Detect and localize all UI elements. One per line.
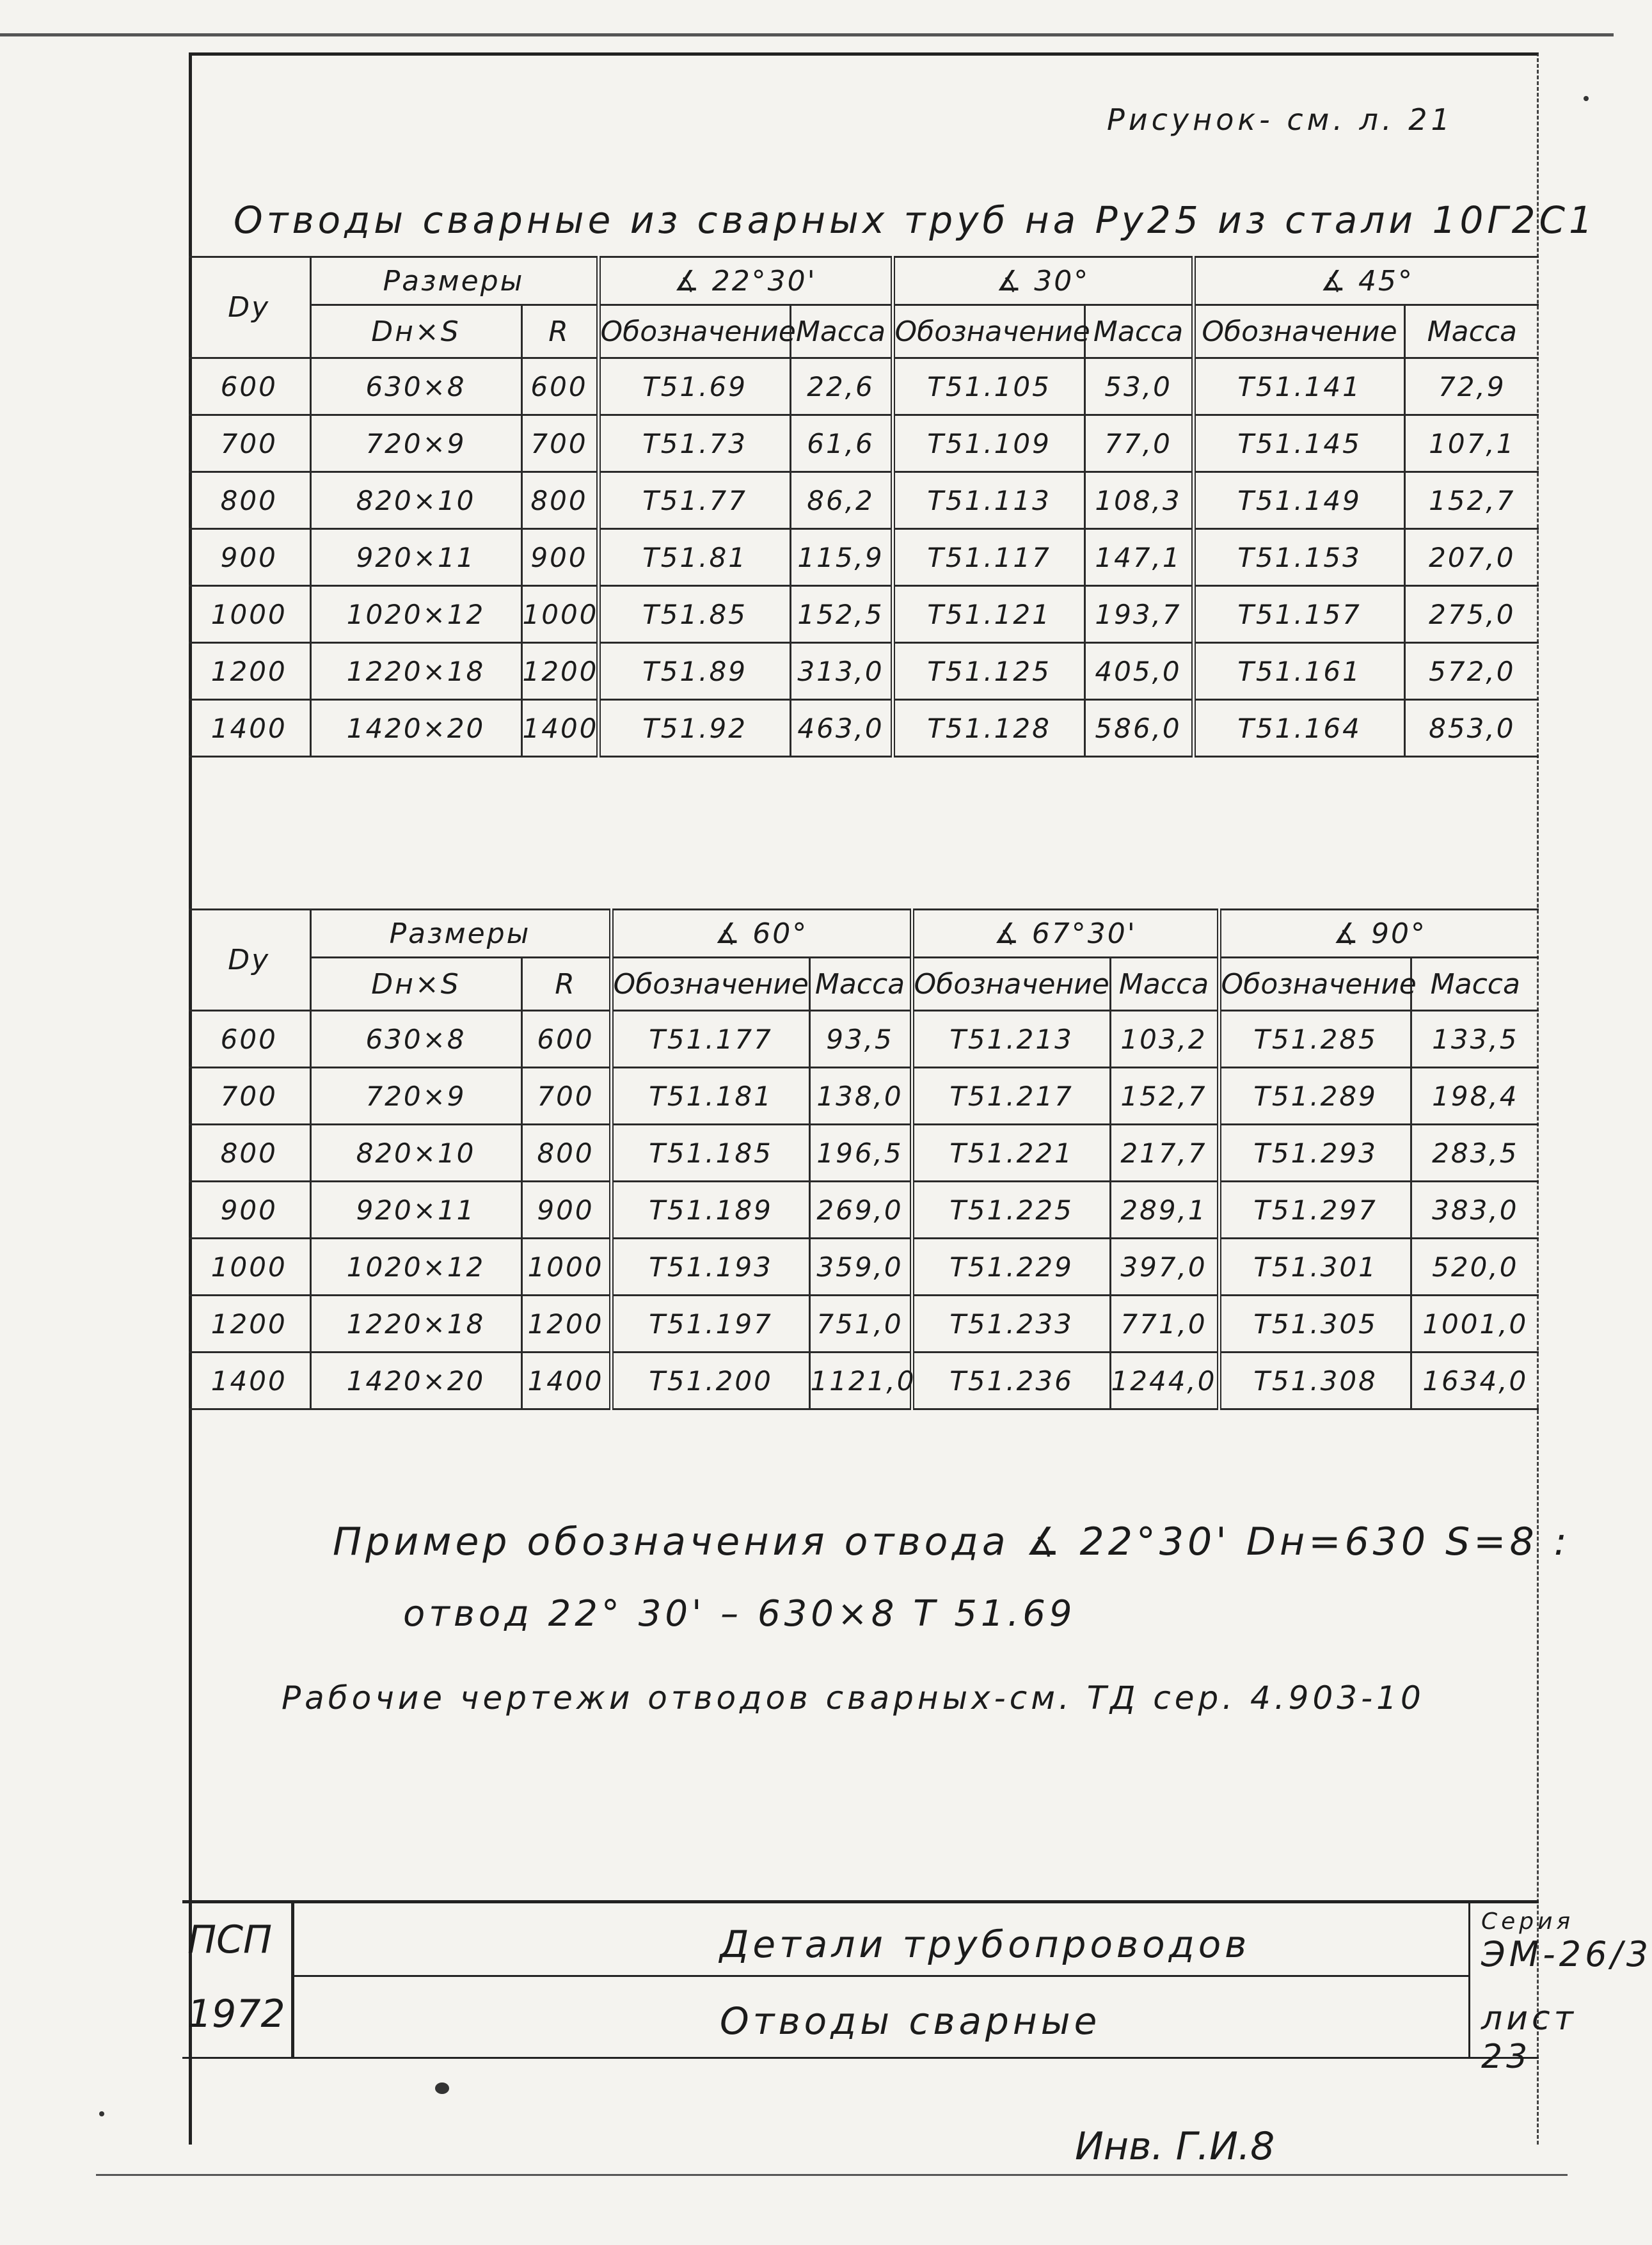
mass-cell: 1121,0 [809, 1353, 912, 1409]
mass-cell: 217,7 [1110, 1125, 1219, 1182]
mass-cell: 193,7 [1084, 586, 1193, 643]
r-cell: 600 [521, 358, 598, 415]
mass-cell: 138,0 [809, 1068, 912, 1125]
scan-speck [1584, 96, 1589, 101]
series-value: ЭМ-26/3 [1481, 1934, 1652, 1974]
designation-cell: T51.109 [893, 415, 1084, 472]
dims-cell: 820×10 [310, 1125, 521, 1182]
mass-cell: 207,0 [1404, 529, 1539, 586]
designation-cell: T51.289 [1219, 1068, 1411, 1125]
designation-cell: T51.81 [598, 529, 790, 586]
mass-cell: 108,3 [1084, 472, 1193, 529]
r-cell: 900 [521, 529, 598, 586]
r-header: R [521, 958, 611, 1011]
designation-cell: T51.128 [893, 700, 1084, 757]
designation-cell: T51.236 [912, 1353, 1110, 1409]
mass-cell: 196,5 [809, 1125, 912, 1182]
dy-cell: 1200 [189, 1296, 310, 1353]
mass-cell: 72,9 [1404, 358, 1539, 415]
sheet-number: лист 23 [1481, 1999, 1577, 2076]
r-cell: 1400 [521, 700, 598, 757]
mass-header: Масса [790, 305, 893, 358]
designation-cell: T51.297 [1219, 1182, 1411, 1239]
r-cell: 800 [521, 1125, 611, 1182]
r-cell: 1000 [521, 1239, 611, 1296]
designation-cell: T51.105 [893, 358, 1084, 415]
dy-cell: 900 [189, 529, 310, 586]
designation-cell: T51.301 [1219, 1239, 1411, 1296]
drawings-note: Рабочие чертежи отводов сварных-см. ТД сер. 4.903-10 [282, 1679, 1425, 1717]
designation-cell: T51.293 [1219, 1125, 1411, 1182]
mass-cell: 397,0 [1110, 1239, 1219, 1296]
designation-cell: T51.125 [893, 643, 1084, 700]
mass-cell: 463,0 [790, 700, 893, 757]
mass-cell: 93,5 [809, 1011, 912, 1068]
designation-cell: T51.197 [611, 1296, 809, 1353]
dy-cell: 700 [189, 1068, 310, 1125]
designation-header: Обозначение [598, 305, 790, 358]
bends-table-2 [189, 908, 1539, 1410]
designation-cell: T51.225 [912, 1182, 1110, 1239]
designation-cell: T51.157 [1193, 586, 1404, 643]
mass-cell: 133,5 [1411, 1011, 1539, 1068]
dims-cell: 820×10 [310, 472, 521, 529]
dy-header: Dy [189, 910, 310, 1011]
dy-cell: 1400 [189, 1353, 310, 1409]
designation-cell: T51.77 [598, 472, 790, 529]
designation-header: Обозначение [912, 958, 1110, 1011]
mass-cell: 520,0 [1411, 1239, 1539, 1296]
designation-cell: T51.141 [1193, 358, 1404, 415]
angle-group-header: ∡ 60° [611, 910, 912, 958]
designation-cell: T51.85 [598, 586, 790, 643]
designation-cell: T51.145 [1193, 415, 1404, 472]
mass-cell: 289,1 [1110, 1182, 1219, 1239]
designation-cell: T51.200 [611, 1353, 809, 1409]
mass-cell: 22,6 [790, 358, 893, 415]
mass-cell: 283,5 [1411, 1125, 1539, 1182]
organization-year: 1972 [187, 1992, 285, 2036]
table-row [189, 1068, 1539, 1125]
designation-cell: T51.189 [611, 1182, 809, 1239]
mass-cell: 61,6 [790, 415, 893, 472]
designation-header: Обозначение [893, 305, 1084, 358]
dy-cell: 1400 [189, 700, 310, 757]
designation-cell: T51.117 [893, 529, 1084, 586]
organization-name: ПСП [187, 1917, 273, 1962]
designation-cell: T51.305 [1219, 1296, 1411, 1353]
figure-reference: Рисунок- см. л. 21 [1107, 102, 1454, 137]
designation-header: Обозначение [1219, 958, 1411, 1011]
mass-header: Масса [1110, 958, 1219, 1011]
bottom-border-line [96, 2174, 1568, 2176]
designation-cell: T51.177 [611, 1011, 809, 1068]
scan-speck [435, 2082, 449, 2094]
dy-cell: 900 [189, 1182, 310, 1239]
block-title-sub: Отводы сварные [720, 1999, 1101, 2043]
dy-header: Dy [189, 257, 310, 358]
bends-table-1 [189, 256, 1539, 758]
designation-cell: T51.89 [598, 643, 790, 700]
mass-cell: 1001,0 [1411, 1296, 1539, 1353]
designation-cell: T51.161 [1193, 643, 1404, 700]
dims-cell: 1020×12 [310, 586, 521, 643]
dy-cell: 800 [189, 472, 310, 529]
table-row [189, 1011, 1539, 1068]
designation-cell: T51.308 [1219, 1353, 1411, 1409]
mass-cell: 572,0 [1404, 643, 1539, 700]
dims-header: Dн×S [310, 958, 521, 1011]
mass-cell: 152,7 [1404, 472, 1539, 529]
dims-cell: 720×9 [310, 415, 521, 472]
designation-cell: T51.164 [1193, 700, 1404, 757]
signature: Инв. Г.И.8 [1075, 2124, 1275, 2169]
designation-cell: T51.149 [1193, 472, 1404, 529]
designation-cell: T51.73 [598, 415, 790, 472]
mass-cell: 359,0 [809, 1239, 912, 1296]
designation-header: Обозначение [611, 958, 809, 1011]
dy-cell: 800 [189, 1125, 310, 1182]
angle-group-header: ∡ 67°30' [912, 910, 1219, 958]
mass-cell: 275,0 [1404, 586, 1539, 643]
angle-group-header: ∡ 45° [1193, 257, 1539, 305]
mass-cell: 383,0 [1411, 1182, 1539, 1239]
dims-cell: 1220×18 [310, 643, 521, 700]
mass-cell: 53,0 [1084, 358, 1193, 415]
mass-cell: 86,2 [790, 472, 893, 529]
designation-example: Пример обозначения отвода ∡ 22°30' Dн=630 S=8 : [333, 1519, 1571, 1564]
mass-cell: 107,1 [1404, 415, 1539, 472]
mass-cell: 147,1 [1084, 529, 1193, 586]
r-cell: 900 [521, 1182, 611, 1239]
table-row [189, 1239, 1539, 1296]
designation-cell: T51.285 [1219, 1011, 1411, 1068]
mass-cell: 103,2 [1110, 1011, 1219, 1068]
title-block [182, 1900, 1652, 2076]
designation-cell: T51.213 [912, 1011, 1110, 1068]
mass-cell: 198,4 [1411, 1068, 1539, 1125]
designation-cell: T51.181 [611, 1068, 809, 1125]
r-cell: 700 [521, 415, 598, 472]
designation-header: Обозначение [1193, 305, 1404, 358]
table-row [189, 700, 1539, 757]
designation-cell: T51.221 [912, 1125, 1110, 1182]
designation-cell: T51.92 [598, 700, 790, 757]
mass-cell: 77,0 [1084, 415, 1193, 472]
designation-cell: T51.233 [912, 1296, 1110, 1353]
dims-header: Dн×S [310, 305, 521, 358]
designation-cell: T51.113 [893, 472, 1084, 529]
angle-group-header: ∡ 22°30' [598, 257, 893, 305]
series-label: Серия [1481, 1908, 1575, 1935]
r-cell: 1200 [521, 643, 598, 700]
designation-cell: T51.121 [893, 586, 1084, 643]
designation-cell: T51.185 [611, 1125, 809, 1182]
r-cell: 600 [521, 1011, 611, 1068]
designation-cell: T51.193 [611, 1239, 809, 1296]
dims-cell: 1420×20 [310, 1353, 521, 1409]
r-header: R [521, 305, 598, 358]
mass-header: Масса [1411, 958, 1539, 1011]
table-row [189, 1125, 1539, 1182]
table-row [189, 643, 1539, 700]
designation-cell: T51.229 [912, 1239, 1110, 1296]
scan-speck [99, 2111, 104, 2116]
mass-cell: 1634,0 [1411, 1353, 1539, 1409]
mass-cell: 1244,0 [1110, 1353, 1219, 1409]
mass-cell: 853,0 [1404, 700, 1539, 757]
series-column-divider [1468, 1903, 1470, 2057]
dims-cell: 630×8 [310, 358, 521, 415]
designation-example-code: отвод 22° 30' – 630×8 Т 51.69 [403, 1593, 1076, 1635]
mass-header: Масса [1404, 305, 1539, 358]
designation-cell: T51.153 [1193, 529, 1404, 586]
table-row [189, 1182, 1539, 1239]
dims-cell: 1420×20 [310, 700, 521, 757]
dy-cell: 600 [189, 358, 310, 415]
table-row [189, 1353, 1539, 1409]
dims-cell: 1220×18 [310, 1296, 521, 1353]
mass-cell: 152,7 [1110, 1068, 1219, 1125]
r-cell: 700 [521, 1068, 611, 1125]
r-cell: 1200 [521, 1296, 611, 1353]
mass-cell: 771,0 [1110, 1296, 1219, 1353]
designation-cell: T51.69 [598, 358, 790, 415]
dims-cell: 920×11 [310, 1182, 521, 1239]
table-row [189, 529, 1539, 586]
mass-cell: 115,9 [790, 529, 893, 586]
mass-cell: 405,0 [1084, 643, 1193, 700]
table-row [189, 415, 1539, 472]
r-cell: 1000 [521, 586, 598, 643]
mass-cell: 586,0 [1084, 700, 1193, 757]
dy-cell: 1000 [189, 586, 310, 643]
table-row [189, 358, 1539, 415]
sizes-header: Размеры [310, 257, 598, 305]
dy-cell: 700 [189, 415, 310, 472]
dims-cell: 720×9 [310, 1068, 521, 1125]
dims-cell: 1020×12 [310, 1239, 521, 1296]
mass-header: Масса [1084, 305, 1193, 358]
top-border-line [0, 33, 1614, 36]
mass-cell: 313,0 [790, 643, 893, 700]
angle-group-header: ∡ 30° [893, 257, 1193, 305]
table-row [189, 472, 1539, 529]
organization-cell [182, 1903, 294, 2057]
table-row [189, 1296, 1539, 1353]
dims-cell: 920×11 [310, 529, 521, 586]
mass-cell: 152,5 [790, 586, 893, 643]
dy-cell: 1000 [189, 1239, 310, 1296]
mass-header: Масса [809, 958, 912, 1011]
table-row [189, 586, 1539, 643]
block-title-main: Детали трубопроводов [720, 1923, 1251, 1966]
document-title: Отводы сварные из сварных труб на Py25 из стали 10Г2С1 [234, 198, 1596, 242]
r-cell: 1400 [521, 1353, 611, 1409]
dy-cell: 600 [189, 1011, 310, 1068]
r-cell: 800 [521, 472, 598, 529]
sizes-header: Размеры [310, 910, 611, 958]
dims-cell: 630×8 [310, 1011, 521, 1068]
dy-cell: 1200 [189, 643, 310, 700]
angle-group-header: ∡ 90° [1219, 910, 1539, 958]
mass-cell: 269,0 [809, 1182, 912, 1239]
designation-cell: T51.217 [912, 1068, 1110, 1125]
mass-cell: 751,0 [809, 1296, 912, 1353]
